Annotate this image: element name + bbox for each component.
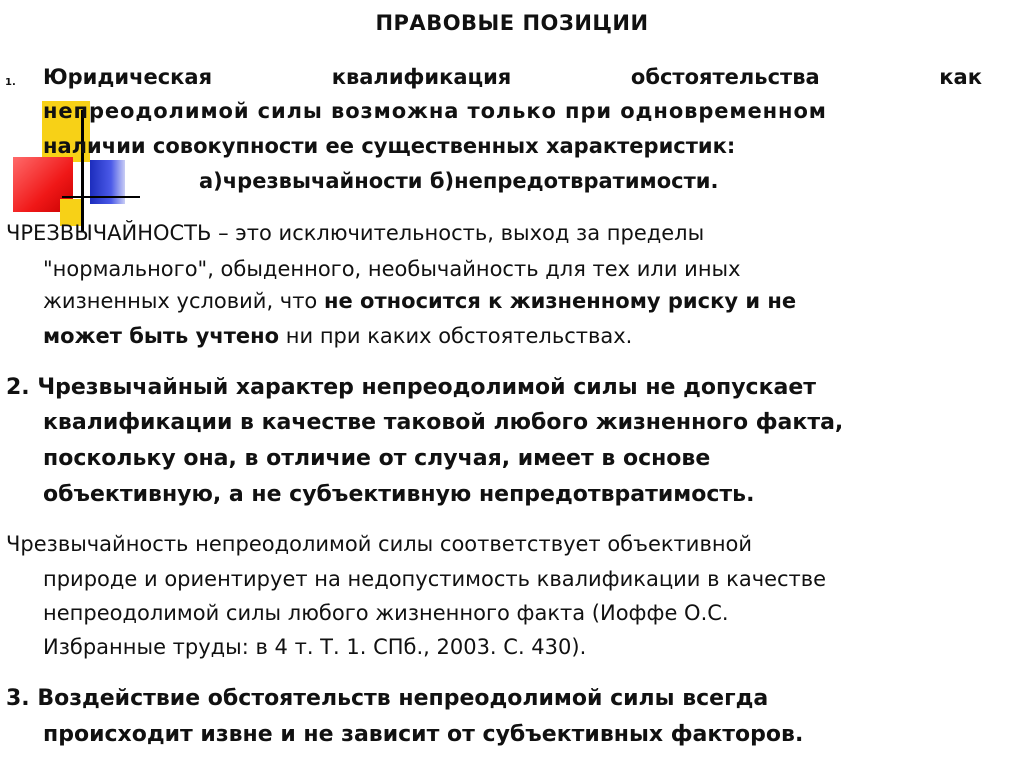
vertical-rule xyxy=(81,110,84,232)
item-2-line-4: объективную, а не субъективную непредотвратимость. xyxy=(43,482,755,507)
word: обстоятельства xyxy=(630,65,820,89)
item-2-line-1: 2. Чрезвычайный характер непреодолимой силы не допускает xyxy=(6,375,817,400)
text-bold: может быть учтено xyxy=(43,324,280,348)
page-title: ПРАВОВЫЕ ПОЗИЦИИ xyxy=(375,11,649,35)
item-2-line-3: поскольку она, в отличие от случая, имеет в основе xyxy=(43,446,711,471)
word: Юридическая xyxy=(43,65,213,89)
item-1-line-2: непреодолимой силы возможна только при одновременном xyxy=(43,99,827,123)
word: как xyxy=(939,65,982,89)
paragraph-1-line-1: ЧРЕЗВЫЧАЙНОСТЬ – это исключительность, выход за пределы xyxy=(6,221,705,245)
horizontal-rule xyxy=(62,196,140,198)
paragraph-2-line-2: природе и ориентирует на недопустимость квалификации в качестве xyxy=(43,567,827,591)
item-3-line-2: происходит извне и не зависит от субъективных факторов. xyxy=(43,722,804,747)
item-3-line-1: 3. Воздействие обстоятельств непреодолимой силы всегда xyxy=(6,686,769,711)
paragraph-1-line-2: "нормального", обыденного, необычайность для тех или иных xyxy=(43,257,741,281)
text-normal: ни при каких обстоятельствах. xyxy=(279,324,633,348)
paragraph-1-line-4 xyxy=(43,324,632,348)
text-bold: не относится к жизненному риску и не xyxy=(323,289,797,313)
item-1-line-3: наличии совокупности ее существенных характеристик: xyxy=(43,134,736,158)
paragraph-2-line-4: Избранные труды: в 4 т. Т. 1. СПб., 2003. С. 430). xyxy=(43,635,587,659)
item-1-number: 1. xyxy=(5,77,16,88)
word: квалификация xyxy=(331,65,512,89)
item-1-line-1 xyxy=(43,65,982,89)
text-normal: жизненных условий, что xyxy=(43,289,324,313)
item-1-line-4: а)чрезвычайности б)непредотвратимости. xyxy=(199,169,719,193)
paragraph-1-line-3 xyxy=(43,289,796,313)
item-2-line-2: квалификации в качестве таковой любого жизненного факта, xyxy=(43,410,844,435)
paragraph-2-line-3: непреодолимой силы любого жизненного факта (Иоффе О.С. xyxy=(43,601,729,625)
paragraph-2-line-1: Чрезвычайность непреодолимой силы соответствует объективной xyxy=(6,532,753,556)
